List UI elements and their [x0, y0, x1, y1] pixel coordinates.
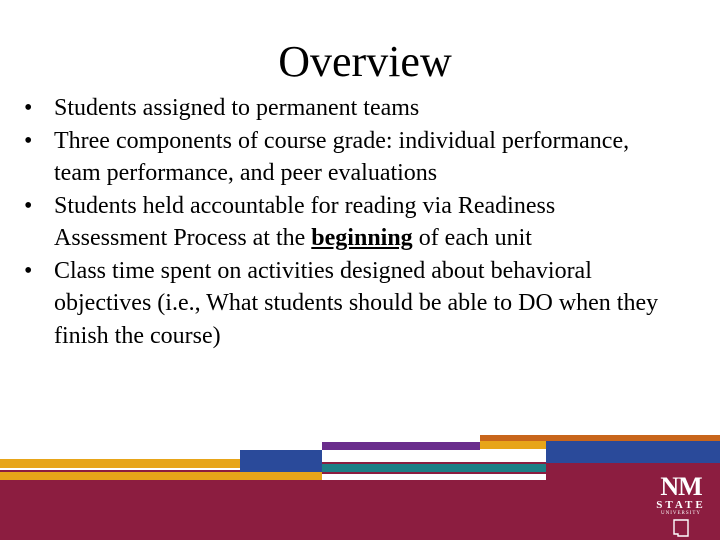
logo-nm: NM: [660, 472, 702, 501]
logo-university: UNIVERSITY: [661, 511, 701, 516]
slide-title: Overview: [278, 37, 452, 86]
bullet-text: Students held accountable for reading via Readiness Assessment Process at the: [54, 192, 556, 251]
new-mexico-state-outline-icon: [672, 519, 690, 537]
emphasized-word: beginning: [311, 225, 413, 251]
footer-band-blue: [240, 450, 322, 472]
bullet-item: [24, 255, 664, 353]
footer-band-blue-right: [546, 441, 720, 463]
footer-band-gold: [0, 459, 240, 468]
bullet-text: Three components of course grade: individual performance, team performance, and peer evaluations: [54, 127, 630, 186]
bullet-list: [24, 92, 664, 352]
bullet-dot: •: [24, 257, 33, 284]
bullet-item: [24, 190, 664, 255]
bullet-dot: •: [24, 192, 33, 219]
bullet-text: Students assigned to permanent teams: [54, 95, 420, 121]
bullet-dot: •: [24, 127, 33, 154]
footer-band-purple: [322, 442, 480, 450]
footer-band-maroon: [0, 480, 720, 540]
footer-band-teal: [322, 464, 546, 472]
bullet-item: [24, 125, 664, 190]
bullet-item: [24, 92, 664, 125]
bullet-text: Class time spent on activities designed about behavioral objectives (i.e., What students should be able to DO when they finish the course): [54, 257, 659, 349]
logo-state: STATE: [656, 499, 706, 511]
nmsu-logo: [655, 472, 707, 533]
footer-band-gold-lower: [0, 472, 322, 480]
bullet-text-tail: of each unit: [412, 225, 532, 251]
footer-band-gold-right: [480, 441, 546, 449]
bullet-dot: •: [24, 95, 33, 121]
